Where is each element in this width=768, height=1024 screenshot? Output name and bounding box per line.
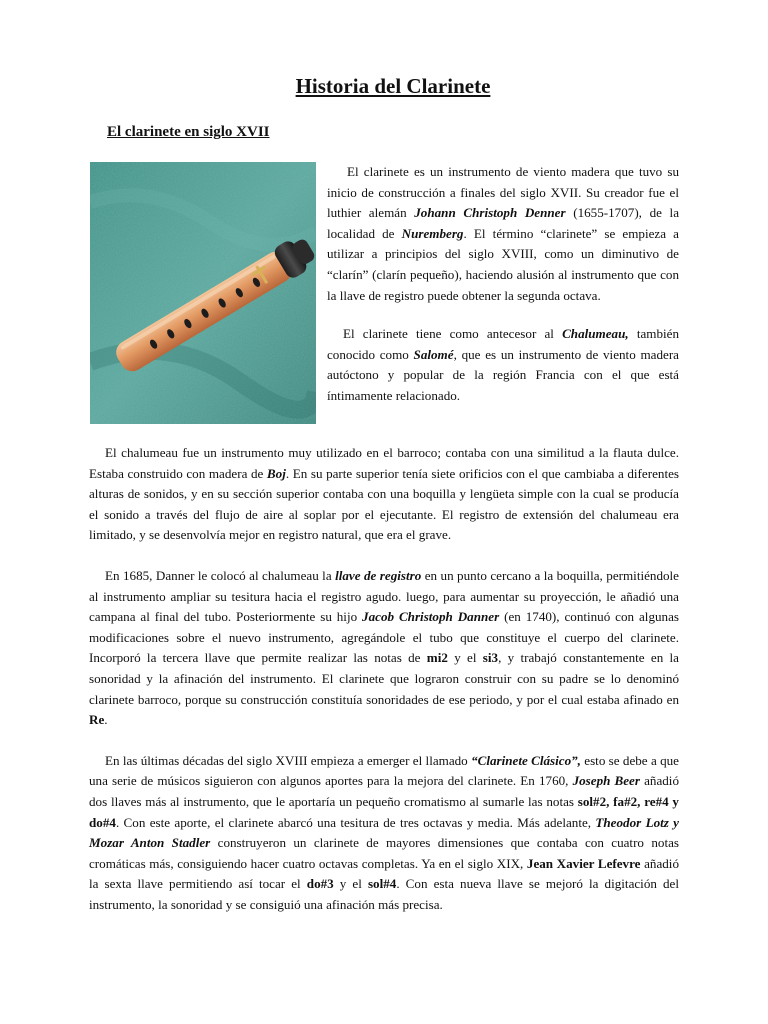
- body-paragraph-3: En las últimas décadas del siglo XVIII empieza a emerger el llamado “Clarinete Clásico”, esto se debe a que una serie de músicos siguieron con algunos aportes para la mejora del clarinete. En 1760, Joseph Beer añadió dos llaves más al instrumento, que le aportaría un pequeño cromatismo al sumarle las notas sol#2, fa#2, re#4 y do#4. Con este aporte, el clarinete abarcó una tesitura de tres octavas y media. Más adelante, Theodor Lotz y Mozar Anton Stadler construyeron un clarinete de mayores dimensiones que contaba con cuatro notas cromáticas más, consiguiendo hacer cuatro octavas completas. Ya en el siglo XIX, Jean Xavier Lefevre añadió la sexta llave permitiendo así tocar el do#3 y el sol#4. Con esta nueva llave se mejoró la digitación del instrumento, la sonoridad y se consiguió una afinación más precisa.: [89, 752, 679, 912]
- chalumeau-photo: [90, 162, 316, 424]
- body-paragraph-2: En 1685, Danner le colocó al chalumeau la llave de registro en un punto cercano a la boquilla, permitiéndole al instrumento ampliar su tesitura hacia el registro agudo. luego, para aumentar su proyección, le añadió una campana al final del tubo. Posteriormente su hijo Jacob Christoph Danner (en 1740), continuó con algunas modificaciones sobre el nuevo instrumento, agregándole el tubo que constituye el cuerpo del clarinete. Incorporó la tercera llave que permite realizar las notas de mi2 y el si3, y trabajó constantemente en la sonoridad y la afinación del instrumento. El clarinete que lograron construir con su padre se lo denominó clarinete barroco, porque su construcción constituía sonoridades de ese periodo, y por el cual estaba afinado en Re.: [89, 567, 679, 728]
- body-paragraph-1: El chalumeau fue un instrumento muy utilizado en el barroco; contaba con una similitud a la flauta dulce. Estaba construido con madera de Boj. En su parte superior tenía siete orificios con el que cambiaba a diferentes alturas de sonidos, y en su sección superior contaba con una boquilla y lengüeta simple con la cual se producía el sonido a través del flujo de aire al soplar por el ejecutante. El registro de extensión del chalumeau era limitado, y se desenvolvía mejor en registro natural, que era el grave.: [89, 445, 679, 543]
- intro-paragraph-2: El clarinete tiene como antecesor al Chalumeau, también conocido como Salomé, que es un instrumento de viento madera autóctono y popular de la región Francia con el que está íntimamente relacionado.: [327, 326, 680, 403]
- intro-paragraph-1: El clarinete es un instrumento de viento madera que tuvo su inicio de construcción a finales del siglo XVII. Su creador fue el luthier alemán Johann Christoph Denner (1655-1707), de la localidad de Nuremberg. El término “clarinete” se empieza a utilizar a principios del siglo XVIII, como un diminutivo de “clarín” (clarín pequeño), haciendo alusión al instrumento que con la llave de registro puede obtener la segunda octava.: [327, 164, 680, 303]
- section-heading: El clarinete en siglo XVII: [107, 124, 270, 140]
- document-title: Historia del Clarinete: [295, 74, 491, 98]
- body-text: [89, 443, 679, 915]
- intro-text: [327, 162, 679, 407]
